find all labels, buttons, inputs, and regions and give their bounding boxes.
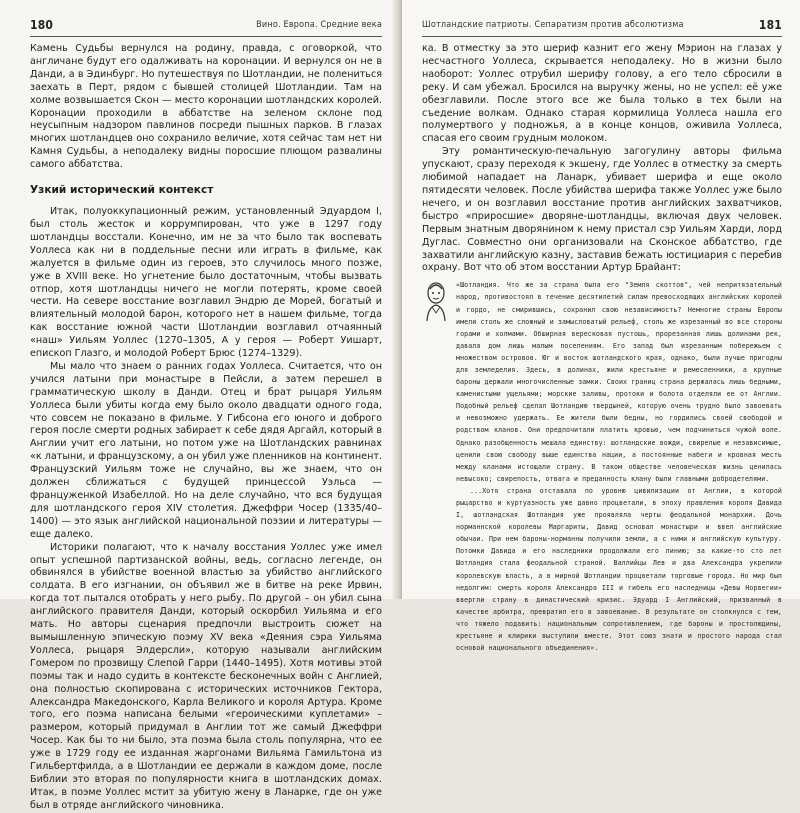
left-paragraph-1: Итак, полуоккупационный режим, установленный Эдуардом I, был столь жесток и коррумпирован, что уже в 1297 году шотландцы восстали. Конечно, им не за что было так воспевать Уоллеса как ни в поддельные песни или играть в фильме, как жалуется в фильме один из героев, это случилось много позже, уже в XVIII веке. Но угнетение было достаточным, чтобы вызвать отпор, хотя шотландцы ничего не могли потерять, кроме своей чести. На севере восстание возглавил Эндрю де Морей, богатый и влиятельный молодой барон, которого нет в нашем фильме, тогда как восстание южной части Шотландии возглавил отчаянный «наш» Уильям Уоллес (1270–1305, А у героя — Роберт Уишарт, епископ Глазго, и молодой Роберт Брюс (1274–1329).	[30, 206, 382, 360]
left-paragraph-3: Историки полагают, что к началу восстания Уоллес уже имел опыт успешной партизанской войны, ведь, согласно легенде, он обвинялся в убийстве военной властью за убийство английского солдата. В его изгнании, он объявил же в битве на реке Ирвин, когда тот пытался отобрать у него рыбу. По другой – он убил сына английского правителя Данди, который оскорбил Уильяма и его мать. Но авторы сценария предпочли выстроить сюжет на вымышленную эпическую поэму XV века «Деяния сэра Уильяма Уоллеса, рыцаря Элдерсли», которую называли английским Гомером по прозвищу Слепой Гарри (1440–1495). Хотя мотивы этой поэмы так и надо судить в контексте бесконечных войн с Англией, она полностью скопирована с исторических источников Гектора, Александра Македонского, Карла Великого и короля Артура. Кроме того, его поэма написана белыми «героическими куплетами» – размером, который придумал в Англии тот же самый Джеффри Чосер. Как бы то ни было, эта поэма была столь популярна, что ее уже в 1729 году ее изданная жаргонами Вильяма Гамильтона из Гильбертфилда, а в Шотландии ее держали в каждом доме, после Библии это вторая по популярности книга в шотландских домах. Итак, в поэме Уоллес мстит за убитую жену в Ланарке, где он уже был в отряде английского чиновника.	[30, 541, 382, 811]
right-paragraph-2: Эту романтическую-печальную загогулину авторы фильма упускают, сразу переходя к экшену, где Уоллес в отместку за смерть любимой нападает на Ланарк, убивает шерифа и еще около пятидесяти человек. После убийства шерифа также Уоллес уже было нечего, и он возглавил восстание против английских захватчиков, быстро «приросшие» дворяне-шотландцы, включая двух человек. Первым знатным дворянином к нему пристал сэр Уильям Харди, лорд Дуглас. Совместно они организовали на Сконское аббатство, где захватили английскую казну, заставив бежать юстициария с перебив охрану. Вот что об этом восстании Артур Брайант:	[422, 146, 782, 274]
quote-text-first: «Шотландия. Что же за страна была его "Земля скоттов", чей непритязательный народ, противостоял в течение десятилетий силам превосходящих английских королей и гордо, не смирившись, сохранил свою независимость? Немногие страны Европы имели столь же сложный и замысловатый рельеф, столь же изрезанный во все стороны горами и холмами. Обширная вересковая пустошь, прорезанная лишь долинами рек, давала дом лишь малым поселениям. Его запад был изрезанным побережьем с множеством островов. Юг и восток шотландского края, однако, были лучше пригодны для земледелия. Здесь, в долинах, жили крестьяне и ремесленники, а крупные бароны держали многочисленные замки. Своих границ страна держалась лишь бедными, каменистыми ущельями; морские заливы, протоки и болота отделяли ее от Англии. Подобный рельеф сделал Шотландию твердыней, которую очень трудно было завоевать и невозможно удержать. Ее жители были бедны, но гордились своей свободой и родством кланов. Они предпочитали платить кровью, чем подчиниться чужой воле. Однако разобщенность мешала единству: шотландские вожди, свирепые и независимые, ценили свою свободу выше единства нации, а постоянные набеги и кровная месть между кланами истощали страну. В таком обществе человеческая жизнь ценилась невысоко; свирепость, отвага и преданность клану были главными добродетелями.	[456, 281, 782, 483]
left-paragraph-2: Мы мало что знаем о ранних годах Уоллеса. Считается, что он учился латыни при монастыре в Пейсли, а затем перешел в грамматическую школу в Данди. Отец и брат рыцаря Уильям Уоллеса были убиты когда ему было около двадцати одного года, что совсем не показано в фильме. У Гибсона его юного и доброго героя после смерти родных забирает к себе дядя Аргайл, который в Англии учит его латыни, но потом уже на Шотландских равнинах «к латыни, и французскому, а он убил уже пленников на континент. Французский Уильям тоже не случайно, вы же знаем, что он должен сближаться с будущей принцессой Уэльса — француженкой Изабеллой. Но на деле случайно, что вся будущая для шотландского героя XIV столетия. Джеффри Чосер (1335/40–1400) — это язык английской национальной поэзии и литературы — еще далеко.	[30, 360, 382, 540]
quote-block	[422, 279, 782, 485]
quote-text-second: ...Хотя страна отставала по уровню цивилизации от Англии, в которой рыцарство и куртуазность уже давно процветали, в эпоху правления короля Давида I, шотландская Шотландия уже проявляла черты феодальной монархии. Дочь норманнской королевы Маргариты, Давид основал монастыри и ввел английские обычаи. При нем бароны-норманны получили земли, а с ними и английскую культуру. Потомки Давида и его наследники продолжали его линию; за какие-то сто лет Шотландия стала феодальной страной. Валлийцы Лев и два Александра укрепили королевскую власть, а в мирной Шотландии процветали торговые города. Но мир был недолгим: смерть короля Александра III и гибель его наследницы «Девы Норвегии» ввергли страну в династический кризис. Эдуард I Английский, призванный в качестве арбитра, превратил его в завоевание. В результате он столкнулся с тем, что тяжело подавить: национальным сопротивлением, где бароны и простолюдины, крестьяне и клирики выступили вместе. Этот союз знати и простого народа стал основой национального объединения».	[456, 486, 782, 653]
left-page	[0, 0, 398, 811]
right-page-number: 181	[758, 18, 782, 32]
author-portrait-icon	[422, 279, 450, 323]
right-running-title: Шотландские патриоты. Сепаратизм против абсолютизма	[422, 20, 684, 30]
left-running-head	[30, 14, 382, 37]
left-page-number: 180	[30, 18, 54, 32]
intro-paragraph: Камень Судьбы вернулся на родину, правда, с оговоркой, что англичане будут его одалживать на коронации. И вернулся он не в Данди, а в Эдинбург. Но путешествуя по Шотландии, не полениться заехать в Перт, рядом с бывшей столицей Шотландии. Там на холме возвышается Скон — место коронации шотландских королей. Коронации проходили в аббатстве на зеленом склоне под неусыпным надзором павлинов посреди пышных парков. В глазах многих шотландцев оно сохранило величие, хотя сейчас там нет ни Камня Судьбы, а неподалеку видны поросшие плющом развалины самого аббатства.	[30, 43, 382, 171]
right-paragraph-1: ка. В отместку за это шериф казнит его жену Мэрион на глазах у несчастного Уоллеса, скрывается неподалеку. Но в жизни было наоборот: Уоллес отрубил шерифу голову, а его тело сбросили в реку. И сам убежал. Бросился на выручку жены, но не успел: её уже обезглавили. После этого все же была только в тех были на съедение волкам. Однако старая кормилица Уоллеса нашла его полумертвого у подножья, а в конце концов, оживила Уоллеса, спасая его своим грудным молоком.	[422, 43, 782, 145]
right-running-head	[422, 14, 782, 37]
section-heading: Узкий исторический контекст	[30, 184, 214, 197]
left-running-title: Вино. Европа. Средние века	[256, 20, 382, 30]
right-page	[402, 0, 800, 653]
